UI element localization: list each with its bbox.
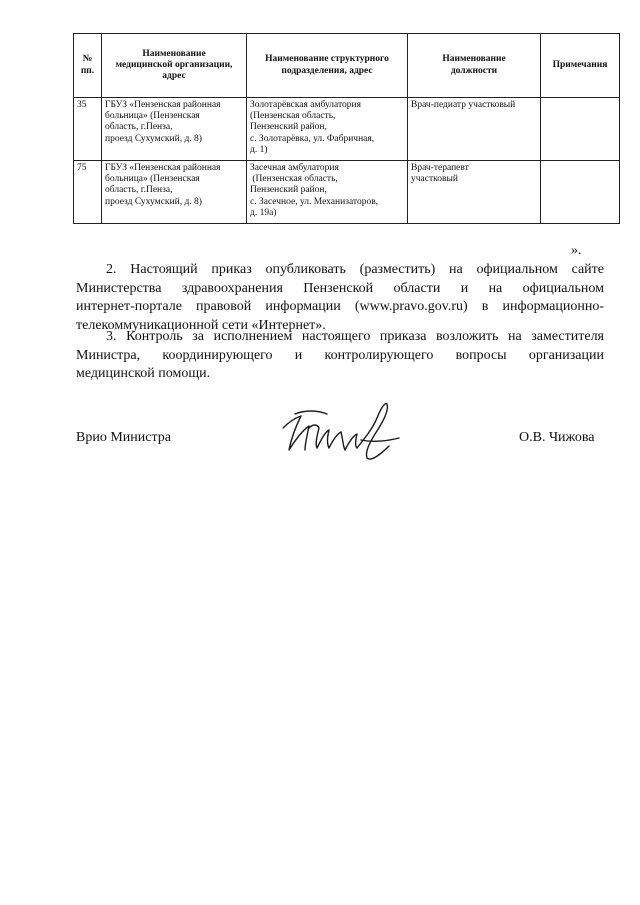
header-unit: Наименование структурного подразделения, адрес — [247, 34, 408, 98]
table-header-row — [74, 34, 620, 98]
paragraph-publication — [76, 261, 604, 335]
row-notes — [541, 161, 620, 224]
paragraph-line: 2. Настоящий приказ опубликовать (разместить) на официальном сайте — [106, 262, 604, 277]
row-unit: Засечная амбулатория (Пензенская область, Пензенский район, с. Засечное, ул. Механизаторов, д. 19а) — [247, 161, 408, 224]
header-notes: Примечания — [541, 34, 620, 98]
paragraph-line: телекоммуникационной сети «Интернет». — [76, 317, 326, 333]
table-row — [74, 98, 620, 161]
row-position: Врач-терапевт участковый — [408, 161, 541, 224]
handwritten-signature — [265, 388, 415, 478]
staff-table — [73, 33, 620, 224]
row-unit: Золотарёвская амбулатория (Пензенская область, Пензенский район, с. Золотарёвка, ул. Фабричная, д. 1) — [247, 98, 408, 161]
paragraph-line: интернет-портале правовой информации (www.pravo.gov.ru) в информационно- — [76, 299, 604, 314]
row-notes — [541, 98, 620, 161]
paragraph-line: Министра, координирующего и контролирующего вопросы организации — [76, 347, 604, 363]
row-organization: ГБУЗ «Пензенская районная больница» (Пензенская область, г.Пенза, проезд Сухумский, д. 8) — [102, 98, 247, 161]
table-row — [74, 161, 620, 224]
closing-quote: ». — [571, 243, 582, 258]
signatory-title: Врио Министра — [76, 430, 171, 445]
header-number: № пп. — [74, 34, 102, 98]
header-position: Наименование должности — [408, 34, 541, 98]
row-number: 75 — [74, 161, 102, 224]
paragraph-line: медицинской помощи. — [76, 366, 211, 381]
header-organization: Наименование медицинской организации, адрес — [102, 34, 247, 98]
signatory-name: О.В. Чижова — [519, 430, 595, 445]
paragraph-control — [76, 328, 604, 384]
paragraph-line: Министерства здравоохранения Пензенской области и на официальном — [76, 280, 604, 296]
row-number: 35 — [74, 98, 102, 161]
paragraph-line: 3. Контроль за исполнением настоящего приказа возложить на заместителя — [106, 329, 604, 344]
row-organization: ГБУЗ «Пензенская районная больница» (Пензенская область, г.Пенза, проезд Сухумский, д. 8) — [102, 161, 247, 224]
row-position: Врач-педиатр участковый — [408, 98, 541, 161]
